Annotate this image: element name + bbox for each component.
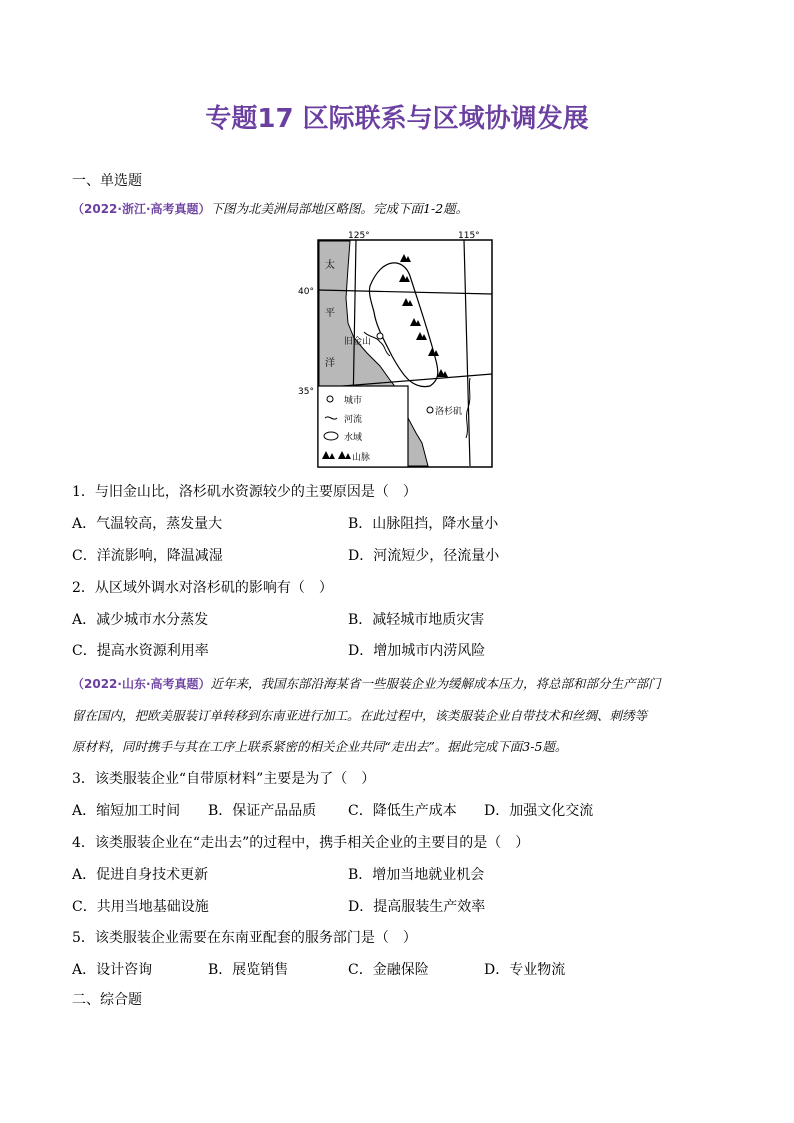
question-1-option-b: B．山脉阻挡，降水量小: [348, 516, 499, 532]
question-4-option-d: D．提高服装生产效率: [348, 899, 486, 915]
source-tag-2: （2022·山东·高考真题）: [72, 677, 211, 691]
question-group-2-line-2: 留在国内，把欧美服装订单转移到东南亚进行加工。在此过程中，该类服装企业自带技术和丝绸、刺绣等: [72, 708, 648, 723]
question-group-2-line-3: 原材料，同时携手与其在工序上联系紧密的相关企业共同“走出去”。据此完成下面3-5题。: [72, 739, 568, 754]
ocean-char-2: 平: [325, 308, 335, 319]
question-2-option-a: A．减少城市水分蒸发: [72, 612, 209, 628]
ocean-char-1: 太: [325, 260, 335, 271]
lat-label-40: 40°: [298, 287, 314, 297]
question-group-2-line-1: [72, 674, 661, 694]
legend-city: 城市: [344, 396, 363, 406]
question-4-option-c: C．共用当地基础设施: [72, 899, 209, 915]
section-heading-comprehensive: 二、综合题: [72, 992, 142, 1008]
question-5-option-b: B．展览销售: [208, 962, 289, 978]
question-5-option-d: D．专业物流: [484, 962, 566, 978]
question-1-stem: 1．与旧金山比，洛杉矶水资源较少的主要原因是（ ）: [72, 484, 417, 500]
city-sf-marker: [377, 333, 383, 339]
question-5-option-c: C．金融保险: [348, 962, 429, 978]
question-2-option-b: B．减轻城市地质灾害: [348, 612, 485, 628]
page-title: 专题17 区际联系与区域协调发展: [205, 104, 589, 134]
question-group-1-intro: [72, 199, 468, 219]
city-la-label: 洛杉矶: [435, 407, 463, 417]
lon-label-125: 125°: [348, 231, 370, 241]
section-heading-single-choice: 一、单选题: [72, 173, 142, 189]
question-1-option-d: D．河流短少，径流量小: [348, 548, 500, 564]
map-figure: [292, 228, 498, 470]
question-3-stem: 3．该类服装企业“自带原材料”主要是为了（ ）: [72, 771, 376, 787]
source-tag: （2022·浙江·高考真题）: [72, 202, 211, 216]
question-5-option-a: A．设计咨询: [72, 962, 153, 978]
question-4-stem: 4．该类服装企业在“走出去”的过程中，携手相关企业的主要目的是（ ）: [72, 835, 530, 851]
north-america-map: [292, 228, 498, 470]
question-2-option-c: C．提高水资源利用率: [72, 643, 209, 659]
question-1-option-c: C．洋流影响，降温减湿: [72, 548, 223, 564]
question-1-option-a: A．气温较高，蒸发量大: [72, 516, 223, 532]
lat-label-35: 35°: [298, 387, 314, 397]
question-4-option-a: A．促进自身技术更新: [72, 867, 209, 883]
question-4-option-b: B．增加当地就业机会: [348, 867, 485, 883]
question-3-option-c: C．降低生产成本: [348, 803, 457, 819]
legend-water: 水域: [344, 433, 363, 443]
group-2-text-1: 近年来，我国东部沿海某省一些服装企业为缓解成本压力，将总部和部分生产部门: [210, 676, 661, 691]
question-2-stem: 2．从区域外调水对洛杉矶的影响有（ ）: [72, 580, 333, 596]
city-la-marker: [427, 407, 433, 413]
legend-mountain: 山脉: [352, 453, 371, 463]
question-3-option-d: D．加强文化交流: [484, 803, 594, 819]
lon-label-115: 115°: [458, 231, 480, 241]
legend-river: 河流: [344, 415, 363, 425]
question-2-option-d: D．增加城市内涝风险: [348, 643, 486, 659]
group-intro-text: 下图为北美洲局部地区略图。完成下面1-2题。: [210, 201, 469, 216]
question-3-option-a: A．缩短加工时间: [72, 803, 181, 819]
city-sf-label: 旧金山: [344, 337, 372, 347]
question-5-stem: 5．该类服装企业需要在东南亚配套的服务部门是（ ）: [72, 930, 417, 946]
ocean-char-3: 洋: [325, 358, 335, 369]
question-3-option-b: B．保证产品品质: [208, 803, 317, 819]
